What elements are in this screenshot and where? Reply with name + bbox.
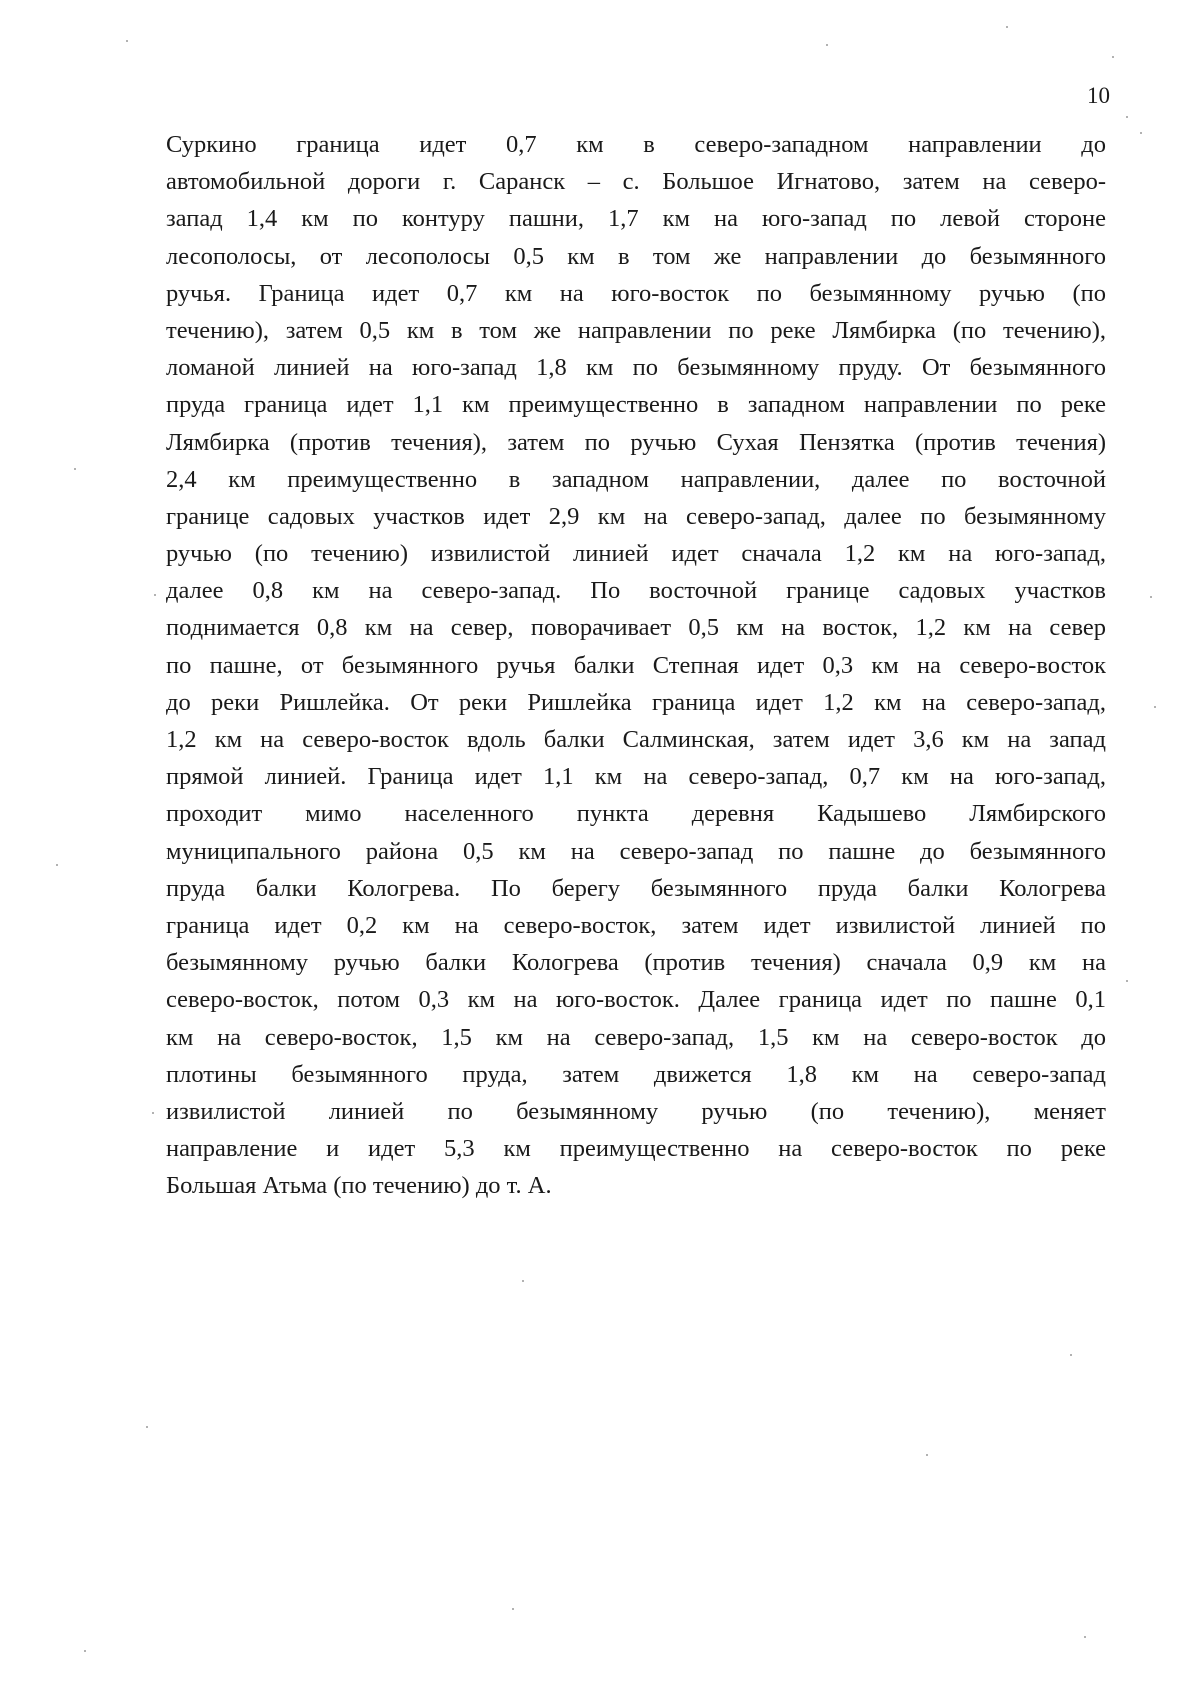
text-line: далее 0,8 км на северо-запад. По восточной границе садовых участков	[166, 577, 1106, 605]
text-line: проходит мимо населенного пункта деревня Кадышево Лямбирского	[166, 800, 1106, 828]
text-line: Суркино граница идет 0,7 км в северо-западном направлении до	[166, 131, 1106, 158]
text-line: по пашне, от безымянного ручья балки Степная идет 0,3 км на северо-восток	[166, 651, 1106, 679]
body-paragraph	[166, 126, 1106, 1204]
text-line: течению), затем 0,5 км в том же направлении по реке Лямбирка (по течению),	[166, 316, 1106, 344]
scan-speck	[1070, 1354, 1072, 1356]
scan-speck	[74, 468, 76, 470]
scan-speck	[126, 40, 128, 42]
scan-speck	[84, 1650, 86, 1652]
text-line: безымянному ручью балки Кологрева (против течения) сначала 0,9 км на	[166, 949, 1106, 977]
scan-speck	[1154, 706, 1156, 708]
text-line: граница идет 0,2 км на северо-восток, затем идет извилистой линией по	[166, 911, 1106, 939]
text-line: запад 1,4 км по контуру пашни, 1,7 км на юго-запад по левой стороне	[166, 205, 1106, 233]
scan-speck	[1126, 116, 1128, 118]
scan-speck	[146, 1426, 148, 1428]
scan-speck	[1150, 596, 1152, 598]
scan-speck	[154, 594, 156, 596]
text-line: Лямбирка (против течения), затем по ручью Сухая Пензятка (против течения)	[166, 428, 1106, 456]
scan-speck	[152, 1112, 154, 1114]
text-line: границе садовых участков идет 2,9 км на северо-запад, далее по безымянному	[166, 502, 1106, 530]
text-line: 1,2 км на северо-восток вдоль балки Салминская, затем идет 3,6 км на запад	[166, 726, 1106, 753]
scan-speck	[512, 1608, 514, 1610]
scan-speck	[1140, 132, 1142, 134]
text-line: ломаной линией на юго-запад 1,8 км по безымянному пруду. От безымянного	[166, 354, 1106, 382]
text-line: ручья. Граница идет 0,7 км на юго-восток по безымянному ручью (по	[166, 279, 1106, 307]
text-line: до реки Ришлейка. От реки Ришлейка граница идет 1,2 км на северо-запад,	[166, 688, 1106, 716]
page-number: 10	[1087, 83, 1110, 108]
text-line: ручью (по течению) извилистой линией идет сначала 1,2 км на юго-запад,	[166, 540, 1106, 568]
scan-speck	[1126, 980, 1128, 982]
text-line: плотины безымянного пруда, затем движется 1,8 км на северо-запад	[166, 1060, 1106, 1088]
scan-speck	[56, 864, 58, 866]
text-line: пруда балки Кологрева. По берегу безымянного пруда балки Кологрева	[166, 874, 1106, 902]
scan-speck	[1006, 26, 1008, 28]
text-line: извилистой линией по безымянному ручью (по течению), меняет	[166, 1097, 1106, 1125]
text-line: км на северо-восток, 1,5 км на северо-запад, 1,5 км на северо-восток до	[166, 1023, 1106, 1051]
text-line: поднимается 0,8 км на север, поворачивает 0,5 км на восток, 1,2 км на север	[166, 614, 1106, 642]
text-line: 2,4 км преимущественно в западном направлении, далее по восточной	[166, 465, 1106, 493]
scan-speck	[926, 1454, 928, 1456]
scan-speck	[826, 44, 828, 46]
text-line: муниципального района 0,5 км на северо-запад по пашне до безымянного	[166, 837, 1106, 865]
text-line: лесополосы, от лесополосы 0,5 км в том же направлении до безымянного	[166, 242, 1106, 270]
text-line: северо-восток, потом 0,3 км на юго-восток. Далее граница идет по пашне 0,1	[166, 986, 1106, 1014]
scan-speck	[1112, 56, 1114, 58]
text-line: автомобильной дороги г. Саранск – с. Большое Игнатово, затем на северо-	[166, 168, 1106, 196]
scan-speck	[1084, 1636, 1086, 1638]
text-line: направление и идет 5,3 км преимущественно на северо-восток по реке	[166, 1135, 1106, 1163]
text-line: пруда граница идет 1,1 км преимущественно в западном направлении по реке	[166, 391, 1106, 419]
scan-speck	[522, 1280, 524, 1282]
text-line: Большая Атьма (по течению) до т. А.	[166, 1172, 552, 1200]
text-line: прямой линией. Граница идет 1,1 км на северо-запад, 0,7 км на юго-запад,	[166, 763, 1106, 791]
